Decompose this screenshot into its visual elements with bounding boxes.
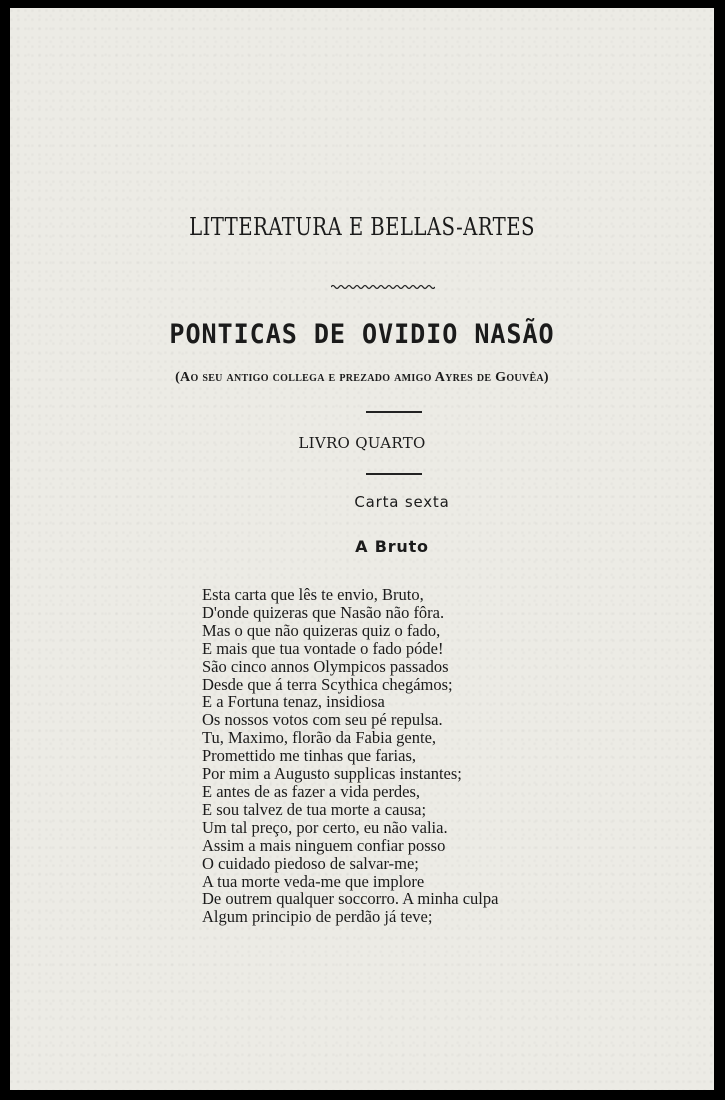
poem-line: Tu, Maximo, florão da Fabia gente, <box>202 728 437 748</box>
poem-line: D'onde quizeras que Nasão não fôra. <box>202 602 445 622</box>
poem-line: E a Fortuna tenaz, insidiosa <box>202 692 385 712</box>
poem-text <box>202 586 498 926</box>
book-heading: LIVRO QUARTO <box>298 434 426 452</box>
poem-line: Algum principio de perdão já teve; <box>202 907 433 927</box>
poem-line: Promettido me tinhas que farias, <box>202 746 416 766</box>
poem-line: E mais que tua vontade o fado póde! <box>202 638 444 658</box>
poem-line: Os nossos votos com seu pé repulsa. <box>202 710 443 730</box>
divider-rule <box>366 473 422 475</box>
letter-heading: Carta sexta <box>354 493 450 511</box>
poem-line: A tua morte veda-me que implore <box>202 871 425 891</box>
divider-rule <box>366 411 422 413</box>
document-page <box>10 8 714 1090</box>
poem-line: De outrem qualquer soccorro. A minha culpa <box>202 889 499 909</box>
poem-line: E antes de as fazer a vida perdes, <box>202 781 421 801</box>
poem-line: Desde que á terra Scythica chegámos; <box>202 674 453 694</box>
poem-line: Por mim a Augusto supplicas instantes; <box>202 764 462 784</box>
addressee-heading: A Bruto <box>355 537 429 556</box>
poem-line: E sou talvez de tua morte a causa; <box>202 799 427 819</box>
wavy-rule-ornament <box>331 284 435 290</box>
dedication: (Ao seu antigo collega e prezado amigo Ayres de Gouvêa) <box>175 370 549 385</box>
poem-line: Esta carta que lês te envio, Bruto, <box>202 585 424 604</box>
poem-line: Assim a mais ninguem confiar posso <box>202 835 446 855</box>
poem-line: São cinco annos Olympicos passados <box>202 656 449 676</box>
work-title: PONTICAS DE OVIDIO NASÃO <box>169 319 555 350</box>
poem-line: Mas o que não quizeras quiz o fado, <box>202 620 441 640</box>
section-title: LITTERATURA E BELLAS-ARTES <box>189 213 535 241</box>
poem-line: O cuidado piedoso de salvar-me; <box>202 853 419 873</box>
poem-line: Um tal preço, por certo, eu não valia. <box>202 817 448 837</box>
